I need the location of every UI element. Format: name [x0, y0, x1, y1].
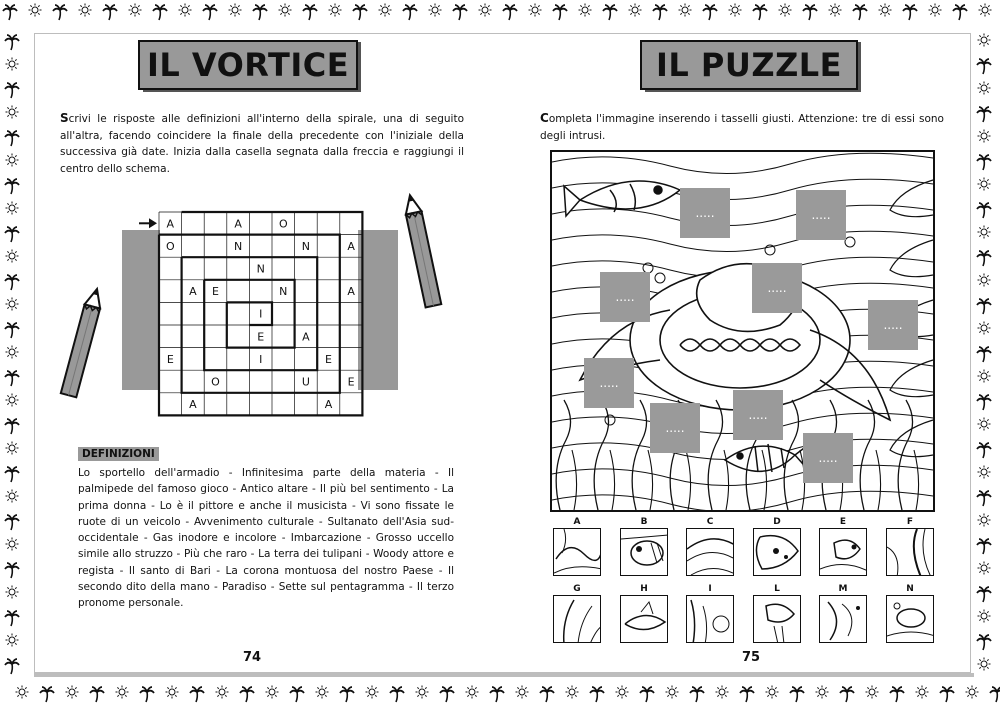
instructions-text: crivi le risposte alle definizioni all'interno della spirale, una di seguito all'altra, facendo coincidere la finale della precedente con l'iniziale della successiva già date. Inizia dalla casella segnata dalla freccia e raggiungi il centro dello schema.: [60, 113, 464, 175]
sun-icon: [779, 4, 792, 17]
puzzle-tile[interactable]: [620, 528, 668, 576]
tile-label: M: [838, 584, 848, 594]
palm-tree-icon: [977, 107, 991, 122]
sun-icon: [829, 4, 842, 17]
palm-tree-icon: [5, 611, 19, 626]
sun-icon: [978, 82, 991, 95]
grid-letter: O: [211, 375, 220, 389]
sun-icon: [229, 4, 242, 17]
sun-icon: [629, 4, 642, 17]
tile-label: N: [906, 584, 914, 594]
grid-letter: N: [301, 239, 311, 253]
grid-letter: A: [234, 217, 242, 231]
puzzle-tile[interactable]: [819, 595, 867, 643]
palm-tree-icon: [5, 467, 19, 482]
sun-icon: [429, 4, 442, 17]
palm-tree-icon: [977, 539, 991, 554]
sun-icon: [216, 686, 229, 699]
tile-label: E: [839, 517, 847, 527]
drop-cap: C: [540, 111, 549, 125]
puzzle-instructions: [540, 110, 944, 144]
sun-icon: [6, 298, 19, 311]
palm-tree-icon: [790, 687, 804, 702]
palm-tree-icon: [940, 687, 954, 702]
puzzle-slot[interactable]: .....: [650, 403, 700, 453]
sun-icon: [6, 538, 19, 551]
sun-icon: [6, 58, 19, 71]
sun-icon: [866, 686, 879, 699]
sun-icon: [6, 490, 19, 503]
sun-icon: [6, 586, 19, 599]
puzzle-slot[interactable]: .....: [868, 300, 918, 350]
tile-label: B: [640, 517, 648, 527]
sun-icon: [566, 686, 579, 699]
puzzle-tile[interactable]: [819, 528, 867, 576]
sun-icon: [716, 686, 729, 699]
sun-icon: [366, 686, 379, 699]
palm-tree-icon: [953, 5, 967, 20]
palm-tree-icon: [977, 155, 991, 170]
palm-tree-icon: [977, 251, 991, 266]
puzzle-tile[interactable]: [753, 595, 801, 643]
sun-icon: [766, 686, 779, 699]
definizioni-text: Lo sportello dell'armadio - Infinitesima parte della materia - Il palmipede del famoso gioco - Antico altare - Il più bel sentimento - La prima donna - Lo è il pittore e anche il musicista - Vi sono fissate le ruote di un veicolo - Avvenimento culturale - Sultanato dell'Asia sud-occidentale - Gas inodore e incolore - Imbarcazione - Grosso uccello simile allo struzzo - Più che raro - La terra dei tulipani - Woody attore e regista - Il santo di Bari - La corona montuosa del nostro Paese - Il secondo dito della mano - Paradiso - Sette sul pentagramma - Il terzo pronome personale.: [78, 467, 454, 610]
grid-letter: I: [259, 352, 263, 366]
palm-tree-icon: [977, 59, 991, 74]
palm-tree-icon: [553, 5, 567, 20]
sun-icon: [6, 250, 19, 263]
sun-icon: [179, 4, 192, 17]
palm-tree-icon: [353, 5, 367, 20]
palm-tree-icon: [253, 5, 267, 20]
pencil-icon: [52, 285, 112, 410]
grid-letter: U: [301, 375, 310, 389]
grid-letter: A: [189, 398, 197, 412]
sun-icon: [379, 4, 392, 17]
spiral-grid: [137, 200, 367, 420]
drop-cap: S: [60, 111, 69, 125]
sun-icon: [466, 686, 479, 699]
sun-icon: [6, 202, 19, 215]
palm-tree-icon: [140, 687, 154, 702]
tile-label: G: [573, 584, 581, 594]
sun-icon: [978, 274, 991, 287]
tile-label: I: [708, 584, 712, 594]
grid-letter: N: [233, 239, 243, 253]
palm-tree-icon: [603, 5, 617, 20]
grid-letter: E: [212, 285, 219, 299]
palm-tree-icon: [977, 443, 991, 458]
sun-icon: [16, 686, 29, 699]
sun-icon: [79, 4, 92, 17]
grid-letter: A: [189, 285, 197, 299]
grid-letter: A: [347, 285, 355, 299]
puzzle-tile[interactable]: [553, 528, 601, 576]
sun-icon: [966, 686, 979, 699]
palm-tree-icon: [990, 687, 1000, 702]
grid-letter: N: [279, 285, 288, 299]
sun-icon: [729, 4, 742, 17]
palm-tree-icon: [740, 687, 754, 702]
puzzle-slot[interactable]: .....: [600, 272, 650, 322]
palm-tree-icon: [5, 323, 19, 338]
palm-tree-icon: [5, 83, 19, 98]
puzzle-slot[interactable]: .....: [680, 188, 730, 238]
grid-letter: O: [278, 217, 288, 231]
palm-tree-icon: [240, 687, 254, 702]
grid-letter: A: [324, 398, 333, 412]
sun-icon: [266, 686, 279, 699]
palm-tree-icon: [5, 563, 19, 578]
palm-tree-icon: [303, 5, 317, 20]
palm-tree-icon: [5, 515, 19, 530]
grid-letter: N: [256, 262, 265, 276]
palm-tree-icon: [840, 687, 854, 702]
palm-tree-icon: [290, 687, 304, 702]
palm-tree-icon: [490, 687, 504, 702]
palm-tree-icon: [853, 5, 867, 20]
palm-tree-icon: [753, 5, 767, 20]
sun-icon: [579, 4, 592, 17]
puzzle-slot[interactable]: .....: [584, 358, 634, 408]
puzzle-tile[interactable]: [686, 528, 734, 576]
palm-tree-icon: [977, 395, 991, 410]
palm-tree-icon: [340, 687, 354, 702]
sun-icon: [29, 4, 42, 17]
palm-tree-icon: [690, 687, 704, 702]
grid-letter: I: [259, 307, 263, 321]
grid-letter: E: [347, 375, 355, 389]
sun-icon: [329, 4, 342, 17]
grid-letter: E: [325, 352, 332, 366]
sun-icon: [6, 442, 19, 455]
tile-label: H: [640, 584, 648, 594]
grid-letter: A: [347, 239, 355, 253]
tile-label: C: [706, 517, 714, 527]
palm-tree-icon: [977, 203, 991, 218]
sun-icon: [316, 686, 329, 699]
palm-tree-icon: [103, 5, 117, 20]
palm-tree-icon: [653, 5, 667, 20]
page-number-right: 75: [742, 650, 761, 665]
palm-tree-icon: [977, 635, 991, 650]
palm-tree-icon: [977, 347, 991, 362]
definizioni-heading: DEFINIZIONI: [78, 447, 159, 461]
grid-letter: E: [166, 352, 174, 366]
palm-tree-icon: [5, 659, 19, 674]
vortice-instructions: [60, 110, 464, 177]
sun-icon: [978, 178, 991, 191]
palm-tree-icon: [977, 299, 991, 314]
sun-icon: [479, 4, 492, 17]
sun-icon: [516, 686, 529, 699]
palm-tree-icon: [53, 5, 67, 20]
palm-tree-icon: [453, 5, 467, 20]
puzzle-tile[interactable]: [553, 595, 601, 643]
palm-tree-icon: [5, 275, 19, 290]
sun-icon: [978, 226, 991, 239]
sun-icon: [6, 634, 19, 647]
palm-tree-icon: [977, 587, 991, 602]
sun-icon: [929, 4, 942, 17]
palm-tree-icon: [703, 5, 717, 20]
grid-letter: O: [165, 239, 175, 253]
tile-label: F: [906, 517, 914, 527]
sun-icon: [978, 34, 991, 47]
sun-icon: [66, 686, 79, 699]
palm-tree-icon: [390, 687, 404, 702]
sun-icon: [978, 466, 991, 479]
palm-tree-icon: [5, 131, 19, 146]
sun-icon: [6, 154, 19, 167]
puzzle-slot[interactable]: .....: [733, 390, 783, 440]
sun-icon: [666, 686, 679, 699]
sun-icon: [679, 4, 692, 17]
palm-tree-icon: [403, 5, 417, 20]
palm-tree-icon: [540, 687, 554, 702]
pencil-icon: [392, 192, 452, 317]
instructions-text: ompleta l'immagine inserendo i tasselli giusti. Attenzione: tre di essi sono degli intrusi.: [540, 113, 944, 142]
sun-icon: [978, 322, 991, 335]
puzzle-tile[interactable]: [620, 595, 668, 643]
puzzle-tile[interactable]: [886, 528, 934, 576]
puzzle-tile[interactable]: [686, 595, 734, 643]
palm-tree-icon: [903, 5, 917, 20]
palm-tree-icon: [503, 5, 517, 20]
sun-icon: [129, 4, 142, 17]
sun-icon: [979, 4, 992, 17]
sun-icon: [879, 4, 892, 17]
page-number-left: 74: [243, 650, 262, 665]
page-title-left: IL VORTICE: [138, 40, 358, 90]
sun-icon: [978, 562, 991, 575]
sun-icon: [616, 686, 629, 699]
sun-icon: [978, 610, 991, 623]
tile-label: D: [773, 517, 781, 527]
sun-icon: [416, 686, 429, 699]
sun-icon: [916, 686, 929, 699]
puzzle-slot[interactable]: .....: [803, 433, 853, 483]
palm-tree-icon: [5, 227, 19, 242]
sun-icon: [6, 394, 19, 407]
palm-tree-icon: [5, 419, 19, 434]
grid-letter: A: [302, 330, 310, 344]
palm-tree-icon: [5, 371, 19, 386]
sun-icon: [6, 106, 19, 119]
sun-icon: [529, 4, 542, 17]
palm-tree-icon: [590, 687, 604, 702]
sun-icon: [978, 418, 991, 431]
palm-tree-icon: [153, 5, 167, 20]
start-arrow-icon: [139, 218, 157, 228]
palm-tree-icon: [5, 179, 19, 194]
sun-icon: [978, 514, 991, 527]
grid-letter: E: [257, 330, 265, 344]
palm-tree-icon: [5, 35, 19, 50]
palm-tree-icon: [203, 5, 217, 20]
palm-tree-icon: [977, 491, 991, 506]
grid-letter: A: [166, 217, 175, 231]
sun-icon: [166, 686, 179, 699]
palm-tree-icon: [640, 687, 654, 702]
tile-label: A: [573, 517, 581, 527]
palm-tree-icon: [3, 5, 17, 20]
palm-tree-icon: [890, 687, 904, 702]
sun-icon: [116, 686, 129, 699]
sun-icon: [816, 686, 829, 699]
palm-tree-icon: [90, 687, 104, 702]
sun-icon: [279, 4, 292, 17]
palm-tree-icon: [40, 687, 54, 702]
palm-tree-icon: [803, 5, 817, 20]
sun-icon: [978, 658, 991, 671]
puzzle-slot[interactable]: .....: [796, 190, 846, 240]
sun-icon: [6, 346, 19, 359]
palm-tree-icon: [190, 687, 204, 702]
tile-label: L: [774, 584, 780, 594]
palm-tree-icon: [440, 687, 454, 702]
page-title-right: IL PUZZLE: [640, 40, 858, 90]
puzzle-tile[interactable]: [753, 528, 801, 576]
sun-icon: [978, 130, 991, 143]
sun-icon: [978, 370, 991, 383]
puzzle-slot[interactable]: .....: [752, 263, 802, 313]
puzzle-tile[interactable]: [886, 595, 934, 643]
